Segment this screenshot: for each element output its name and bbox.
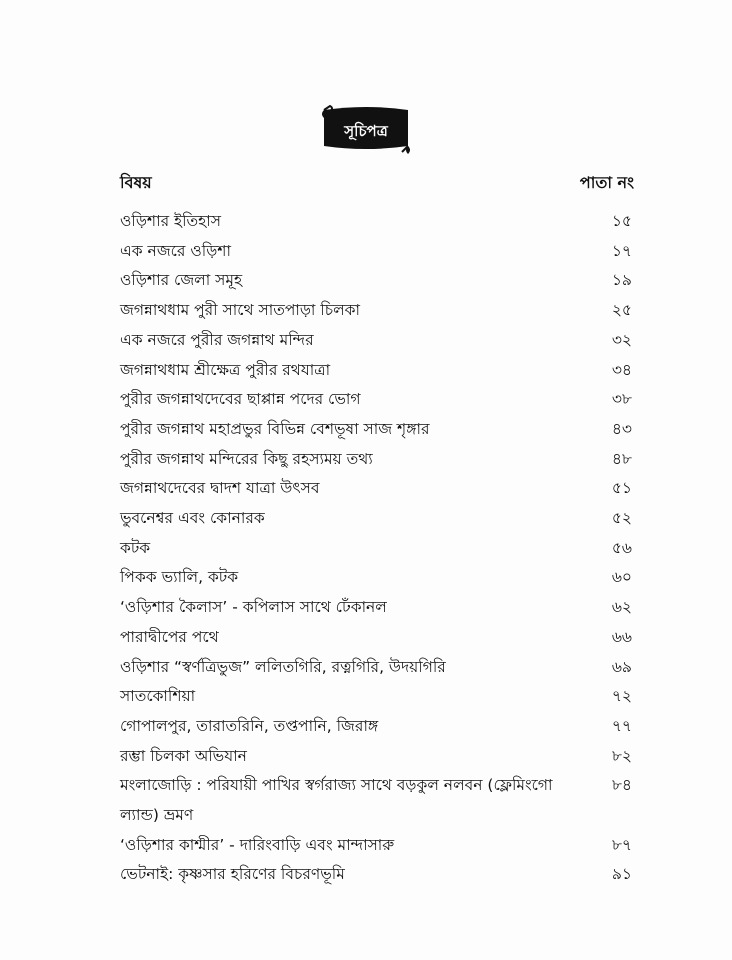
toc-entry xyxy=(120,682,632,712)
toc-entry-title: সাতকোশিয়া xyxy=(120,687,196,706)
toc-entry-title: জগন্নাথদেবের দ্বাদশ যাত্রা উৎসব xyxy=(120,479,320,498)
toc-entry-title: পিকক ভ্যালি, কটক xyxy=(120,568,239,587)
toc-entry xyxy=(120,712,632,742)
toc-entry-page: ৮৪ xyxy=(611,776,632,795)
toc-entry xyxy=(120,593,632,623)
toc-entry xyxy=(120,563,632,593)
toc-entry-title: ভুবনেশ্বর এবং কোনারক xyxy=(120,509,265,528)
toc-entry-page: ৪৮ xyxy=(611,449,632,468)
toc-entry xyxy=(120,207,632,237)
toc-entry xyxy=(120,445,632,475)
toc-entry-page: ৪৩ xyxy=(611,419,632,438)
toc-entry xyxy=(120,326,632,356)
toc-entry xyxy=(120,623,632,653)
toc-entry-page: ১৯ xyxy=(611,271,632,290)
toc-entry-title: জগন্নাথধাম শ্রীক্ষেত্র পুরীর রথযাত্রা xyxy=(120,360,331,379)
toc-entry-page: ৬৯ xyxy=(611,657,632,676)
toc-entry-page: ৩২ xyxy=(611,330,632,349)
toc-entry xyxy=(120,356,632,386)
toc-entry xyxy=(120,534,632,564)
topic-column-header: বিষয় xyxy=(120,173,152,192)
toc-entry-title: পুরীর জগন্নাথ মহাপ্রভুর বিভিন্ন বেশভূষা সাজ শৃঙ্গার xyxy=(120,419,430,438)
toc-list xyxy=(120,207,632,890)
toc-entry-page: ৫১ xyxy=(611,479,632,498)
toc-entry xyxy=(120,771,632,830)
toc-entry-title: মংলাজোড়ি : পরিযায়ী পাখির স্বর্গরাজ্য সাথে বড়কুল নলবন (ফ্লেমিংগো ল্যান্ড) ভ্রমণ xyxy=(120,776,553,825)
contents-title: সূচিপত্র xyxy=(344,122,388,140)
toc-entry xyxy=(120,266,632,296)
toc-entry-page: ৩৪ xyxy=(611,360,632,379)
toc-entry-page: ১৫ xyxy=(611,212,632,230)
toc-entry-page: ৬০ xyxy=(611,568,632,587)
toc-entry-title: গোপালপুর, তারাতরিনি, তপ্তপানি, জিরাঙ্গ xyxy=(120,716,379,735)
toc-entry xyxy=(120,860,632,890)
toc-entry-page: ৮৭ xyxy=(611,835,632,854)
toc-entry xyxy=(120,831,632,861)
toc-entry-page: ৩৮ xyxy=(611,390,632,409)
toc-entry-page: ৭২ xyxy=(611,687,632,706)
toc-entry-page: ৮২ xyxy=(611,746,632,765)
toc-entry-title: ওড়িশার ইতিহাস xyxy=(120,212,222,230)
toc-entry-title: জগন্নাথধাম পুরী সাথে সাতপাড়া চিলকা xyxy=(120,301,361,320)
toc-entry-title: ‘ওড়িশার কৈলাস’ - কপিলাস সাথে ঢেঁকানল xyxy=(120,598,387,617)
toc-entry-title: পুরীর জগন্নাথ মন্দিরের কিছু রহস্যময় তথ্য xyxy=(120,449,373,468)
toc-entry-title: ‘ওড়িশার কাশ্মীর’ - দারিংবাড়ি এবং মান্দাসারু xyxy=(120,835,395,854)
page-column-header: পাতা নং xyxy=(579,173,634,192)
toc-entry xyxy=(120,504,632,534)
toc-entry-page: ৫৬ xyxy=(611,538,632,557)
toc-entry-page: ২৫ xyxy=(611,301,632,320)
toc-entry xyxy=(120,237,632,267)
toc-entry-page: ৭৭ xyxy=(611,716,632,735)
toc-entry-title: ভেটনাই: কৃষ্ণসার হরিণের বিচরণভূমি xyxy=(120,865,345,884)
toc-entry xyxy=(120,653,632,683)
toc-entry-title: কটক xyxy=(120,538,151,557)
contents-banner xyxy=(318,100,414,158)
toc-entry xyxy=(120,474,632,504)
toc-entry-title: ওড়িশার জেলা সমূহ xyxy=(120,271,243,290)
toc-entry-title: রম্ভা চিলকা অভিযান xyxy=(120,746,247,765)
toc-entry-title: এক নজরে ওড়িশা xyxy=(120,241,231,260)
toc-entry-title: এক নজরে পুরীর জগন্নাথ মন্দির xyxy=(120,330,314,349)
toc-entry xyxy=(120,385,632,415)
toc-entry xyxy=(120,742,632,772)
toc-entry-page: ৯১ xyxy=(611,865,632,884)
toc-entry xyxy=(120,415,632,445)
toc-entry-page: ৬২ xyxy=(611,598,632,617)
toc-entry-title: ওড়িশার “স্বর্ণত্রিভুজ” ললিতগিরি, রত্নগিরি, উদয়গিরি xyxy=(120,657,446,676)
toc-entry-page: ৬৬ xyxy=(611,627,632,646)
toc-entry-page: ১৭ xyxy=(611,241,632,260)
toc-entry-title: পারাদ্বীপের পথে xyxy=(120,627,219,646)
toc-entry xyxy=(120,296,632,326)
toc-entry-page: ৫২ xyxy=(611,509,632,528)
toc-entry-title: পুরীর জগন্নাথদেবের ছাপ্পান্ন পদের ভোগ xyxy=(120,390,361,409)
